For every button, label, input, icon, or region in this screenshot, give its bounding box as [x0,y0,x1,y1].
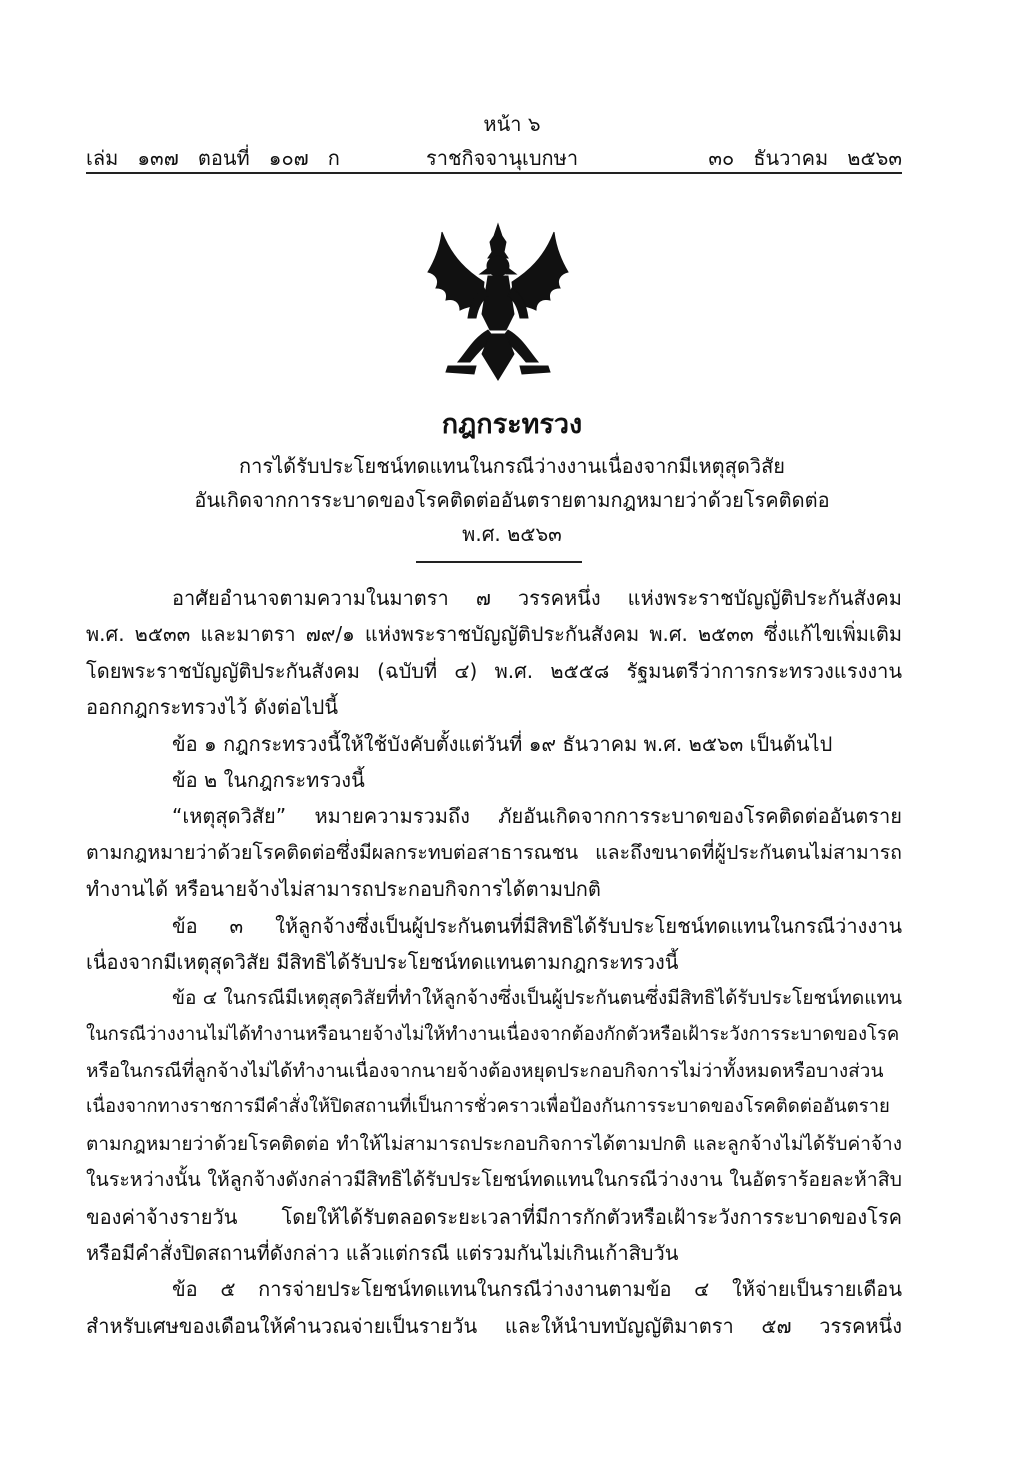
body-line: ตามกฎหมายว่าด้วยโรคติดต่อ ทำให้ไม่สามารถประกอบกิจการได้ตามปกติ และลูกจ้างไม่ได้รับค่าจ้าง [86,1132,902,1155]
body-line: สำหรับเศษของเดือนให้คำนวณจ่ายเป็นรายวัน และให้นำบทบัญญัติมาตรา ๕๗ วรรคหนึ่ง [86,1313,902,1338]
clause-1: ข้อ ๑ กฎกระทรวงนี้ให้ใช้บังคับตั้งแต่วันที่ ๑๙ ธันวาคม พ.ศ. ๒๕๖๓ เป็นต้นไป [172,731,833,756]
definition-line: “เหตุสุดวิสัย” หมายความรวมถึง ภัยอันเกิดจากการระบาดของโรคติดต่ออันตราย [172,804,902,829]
body-line: พ.ศ. ๒๕๓๓ และมาตรา ๗๙/๑ แห่งพระราชบัญญัติประกันสังคม พ.ศ. ๒๕๓๓ ซึ่งแก้ไขเพิ่มเติม [86,622,902,647]
body-line: เนื่องจากทางราชการมีคำสั่งให้ปิดสถานที่เป็นการชั่วคราวเพื่อป้องกันการระบาดของโรคติดต่ออันตราย [86,1096,890,1118]
clause-4: ข้อ ๔ ในกรณีมีเหตุสุดวิสัยที่ทำให้ลูกจ้างซึ่งเป็นผู้ประกันตนซึ่งมีสิทธิได้รับประโยชน์ทดแทน [172,987,902,1010]
body-line: ของค่าจ้างรายวัน โดยให้ได้รับตลอดระยะเวลาที่มีการกักตัวหรือเฝ้าระวังการระบาดของโรค [86,1204,902,1229]
title-divider [416,561,582,563]
gazette-header [86,142,902,170]
volume-issue: เล่ม ๑๓๗ ตอนที่ ๑๐๗ ก [86,146,340,170]
body-line: อาศัยอำนาจตามความในมาตรา ๗ วรรคหนึ่ง แห่งพระราชบัญญัติประกันสังคม [172,586,902,610]
body-line: หรือมีคำสั่งปิดสถานที่ดังกล่าว แล้วแต่กรณี แต่รวมกันไม่เกินเก้าสิบวัน [86,1241,679,1266]
garuda-emblem-icon [418,222,578,382]
subtitle-line-1: การได้รับประโยชน์ทดแทนในกรณีว่างงานเนื่องจากมีเหตุสุดวิสัย [239,454,785,478]
page-number: หน้า ๖ [483,112,541,136]
body-line: ในกรณีว่างงานไม่ได้ทำงานหรือนายจ้างไม่ให้ทำงานเนื่องจากต้องกักตัวหรือเฝ้าระวังการระบาดของโรค [86,1023,900,1045]
regulation-body [86,580,902,1344]
publication-date: ๓๐ ธันวาคม ๒๕๖๓ [708,146,902,170]
clause-2: ข้อ ๒ ในกฎกระทรวงนี้ [172,767,365,792]
body-line: โดยพระราชบัญญัติประกันสังคม (ฉบับที่ ๔) พ.ศ. ๒๕๕๘ รัฐมนตรีว่าการกระทรวงแรงงาน [86,658,902,683]
publication-name: ราชกิจจานุเบกษา [426,146,579,170]
body-line: หรือในกรณีที่ลูกจ้างไม่ได้ทำงานเนื่องจากนายจ้างต้องหยุดประกอบกิจการไม่ว่าทั้งหมดหรือบางส่วน [86,1060,884,1083]
body-line: เนื่องจากมีเหตุสุดวิสัย มีสิทธิได้รับประโยชน์ทดแทนตามกฎกระทรวงนี้ [86,949,679,974]
subtitle-line-2: อันเกิดจากการระบาดของโรคติดต่ออันตรายตามกฎหมายว่าด้วยโรคติดต่อ [194,488,830,512]
body-line: ตามกฎหมายว่าด้วยโรคติดต่อซึ่งมีผลกระทบต่อสาธารณชน และถึงขนาดที่ผู้ประกันตนไม่สามารถ [86,840,902,864]
clause-3: ข้อ ๓ ให้ลูกจ้างซึ่งเป็นผู้ประกันตนที่มีสิทธิได้รับประโยชน์ทดแทนในกรณีว่างงาน [172,913,902,938]
clause-5: ข้อ ๕ การจ่ายประโยชน์ทดแทนในกรณีว่างงานตามข้อ ๔ ให้จ่ายเป็นรายเดือน [172,1277,902,1302]
subtitle-year: พ.ศ. ๒๕๖๓ [462,522,562,546]
document-title: กฎกระทรวง [441,409,583,440]
header-divider [86,172,902,174]
body-line: ทำงานได้ หรือนายจ้างไม่สามารถประกอบกิจการได้ตามปกติ [86,877,601,902]
body-line: ออกกฎกระทรวงไว้ ดังต่อไปนี้ [86,695,339,720]
body-line: ในระหว่างนั้น ให้ลูกจ้างดังกล่าวมีสิทธิได้รับประโยชน์ทดแทนในกรณีว่างงาน ในอัตราร้อยละห้าสิบ [86,1168,902,1192]
